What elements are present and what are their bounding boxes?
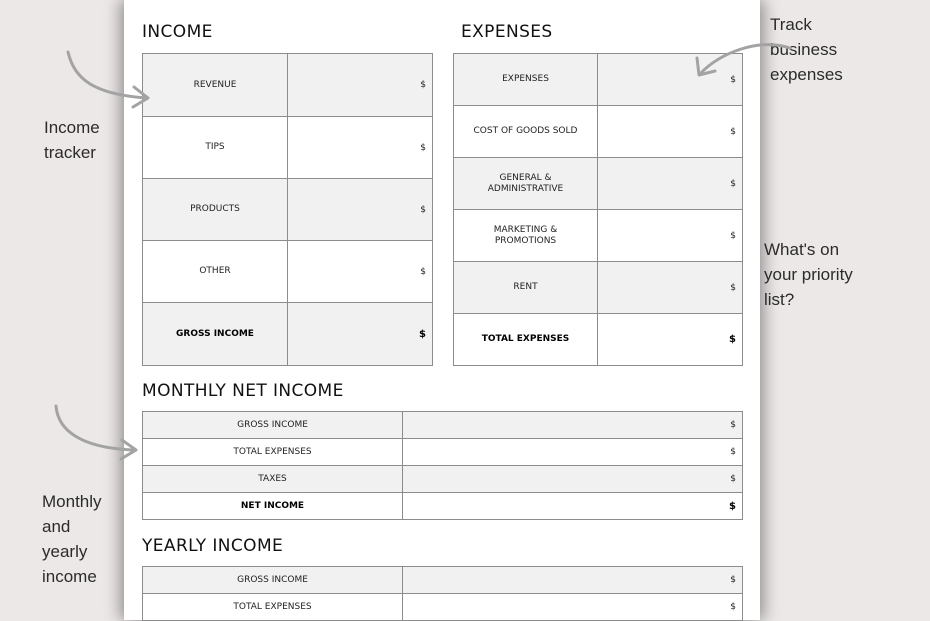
monthly-title: MONTHLY NET INCOME — [142, 381, 344, 401]
row-label: REVENUE — [143, 54, 288, 117]
amount-field[interactable]: $ — [598, 158, 743, 210]
row-label: RENT — [454, 262, 598, 314]
row-label: MARKETING & PROMOTIONS — [454, 210, 598, 262]
amount-field[interactable]: $ — [288, 117, 433, 179]
note-income-tracker: Income tracker — [44, 118, 100, 162]
yearly-title: YEARLY INCOME — [142, 536, 284, 556]
amount-field[interactable]: $ — [403, 493, 743, 520]
amount-field[interactable]: $ — [288, 179, 433, 241]
expenses-title: EXPENSES — [461, 22, 553, 42]
income-title: INCOME — [142, 22, 213, 42]
amount-field[interactable]: $ — [403, 439, 743, 466]
amount-field[interactable]: $ — [598, 106, 743, 158]
row-label: GROSS INCOME — [143, 412, 403, 439]
row-label: GENERAL & ADMINISTRATIVE — [454, 158, 598, 210]
row-label: TOTAL EXPENSES — [454, 314, 598, 366]
amount-field[interactable]: $ — [598, 314, 743, 366]
row-label: TAXES — [143, 466, 403, 493]
row-label: NET INCOME — [143, 493, 403, 520]
row-label: GROSS INCOME — [143, 303, 288, 366]
amount-field[interactable]: $ — [598, 210, 743, 262]
note-priority-list: What's on your priority list? — [764, 240, 853, 309]
amount-field[interactable]: $ — [403, 594, 743, 621]
row-label: EXPENSES — [454, 54, 598, 106]
amount-field[interactable]: $ — [403, 466, 743, 493]
amount-field[interactable]: $ — [288, 303, 433, 366]
arrow-monthly-icon — [56, 406, 134, 450]
amount-field[interactable]: $ — [403, 412, 743, 439]
note-track-expenses: Track business expenses — [770, 15, 843, 84]
amount-field[interactable]: $ — [598, 262, 743, 314]
note-monthly-yearly: Monthly and yearly income — [42, 492, 102, 586]
amount-field[interactable]: $ — [598, 54, 743, 106]
amount-field[interactable]: $ — [288, 54, 433, 117]
row-label: COST OF GOODS SOLD — [454, 106, 598, 158]
row-label: TIPS — [143, 117, 288, 179]
amount-field[interactable]: $ — [403, 567, 743, 594]
arrow-expenses-icon — [700, 45, 790, 74]
amount-field[interactable]: $ — [288, 241, 433, 303]
arrow-income-icon — [68, 52, 146, 98]
row-label: PRODUCTS — [143, 179, 288, 241]
row-label: TOTAL EXPENSES — [143, 439, 403, 466]
row-label: GROSS INCOME — [143, 567, 403, 594]
row-label: TOTAL EXPENSES — [143, 594, 403, 621]
row-label: OTHER — [143, 241, 288, 303]
